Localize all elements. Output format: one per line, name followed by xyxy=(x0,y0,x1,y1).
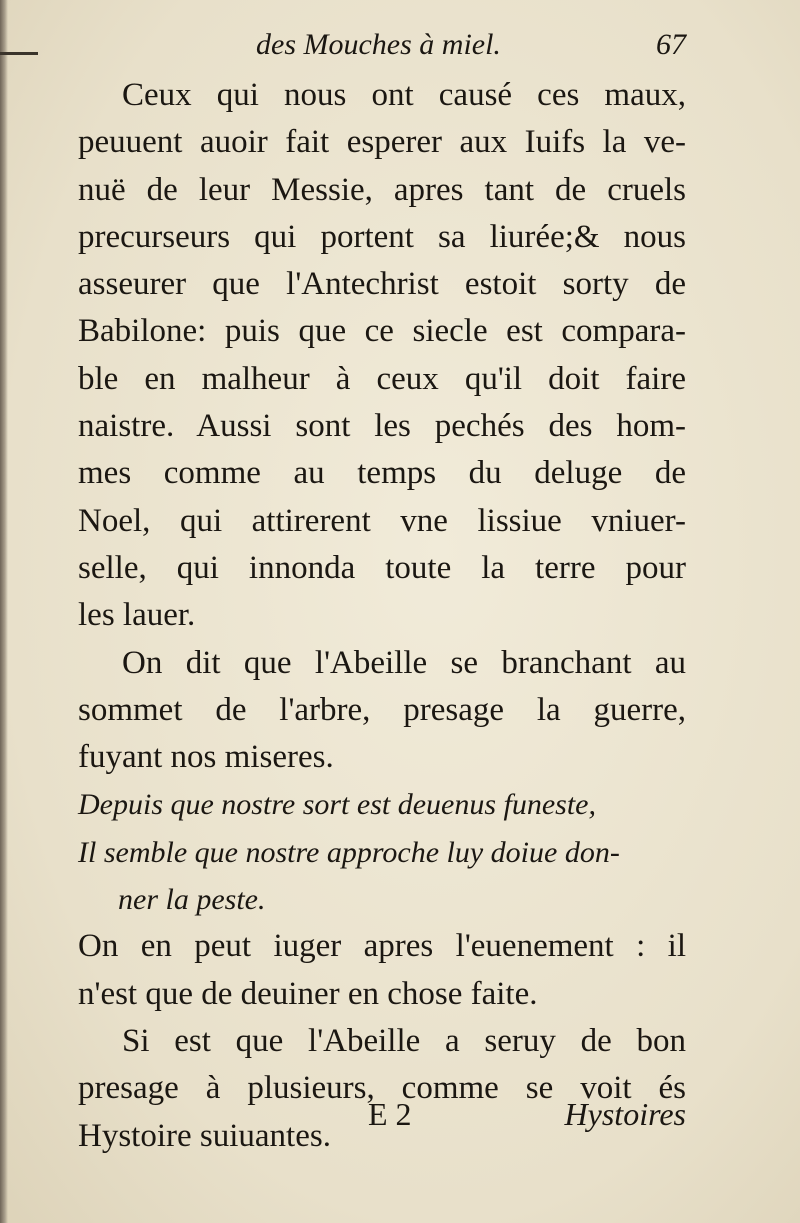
text-line: On dit que l'Abeille se branchant au xyxy=(122,644,686,681)
text-line: Ceux qui nous ont causé ces maux, xyxy=(122,77,686,113)
verse-line: ner la peste. xyxy=(118,883,266,917)
signature-mark: E 2 xyxy=(368,1096,412,1132)
text-line: nuë de leur Messie, apres tant de cruels xyxy=(78,171,686,208)
text-line: On en peut iuger apres l'euenement : il xyxy=(78,928,686,965)
text-line: sommet de l'arbre, presage la guerre, xyxy=(78,691,686,728)
running-title: des Mouches à miel. xyxy=(256,28,501,61)
text-line: presage à plusieurs, comme se voit és xyxy=(78,1070,686,1107)
text-line: asseurer que l'Antechrist estoit sorty de xyxy=(78,266,686,303)
text-line: peuuent auoir fait esperer aux Iuifs la ve- xyxy=(78,124,686,161)
page-header xyxy=(256,18,696,68)
text-line: Hystoire suiuantes. xyxy=(78,1117,331,1154)
page-number: 67 xyxy=(656,28,686,61)
text-line: naistre. Aussi sont les pechés des hom- xyxy=(78,408,686,445)
text-line: les lauer. xyxy=(78,597,196,634)
body-text xyxy=(78,72,686,1160)
verse-line: Il semble que nostre approche luy doiue don- xyxy=(78,835,620,869)
text-line: Noel, qui attirerent vne lissiue vniuer- xyxy=(78,502,686,539)
text-line: n'est que de deuiner en chose faite. xyxy=(78,975,538,1012)
text-line: fuyant nos miseres. xyxy=(78,739,334,776)
text-line: precurseurs qui portent sa liurée;& nous xyxy=(78,218,686,255)
page-footer xyxy=(78,1090,686,1140)
binding-edge xyxy=(0,0,8,1223)
catchword: Hystoires xyxy=(564,1096,686,1132)
verse-line: Depuis que nostre sort est deuenus funeste, xyxy=(78,788,596,822)
margin-rule xyxy=(0,52,38,55)
text-line: ble en malheur à ceux qu'il doit faire xyxy=(78,360,686,397)
text-line: selle, qui innonda toute la terre pour xyxy=(78,549,686,586)
text-line: Si est que l'Abeille a seruy de bon xyxy=(122,1022,686,1059)
text-line: mes comme au temps du deluge de xyxy=(78,455,686,492)
text-line: Babilone: puis que ce siecle est compara- xyxy=(78,313,686,350)
